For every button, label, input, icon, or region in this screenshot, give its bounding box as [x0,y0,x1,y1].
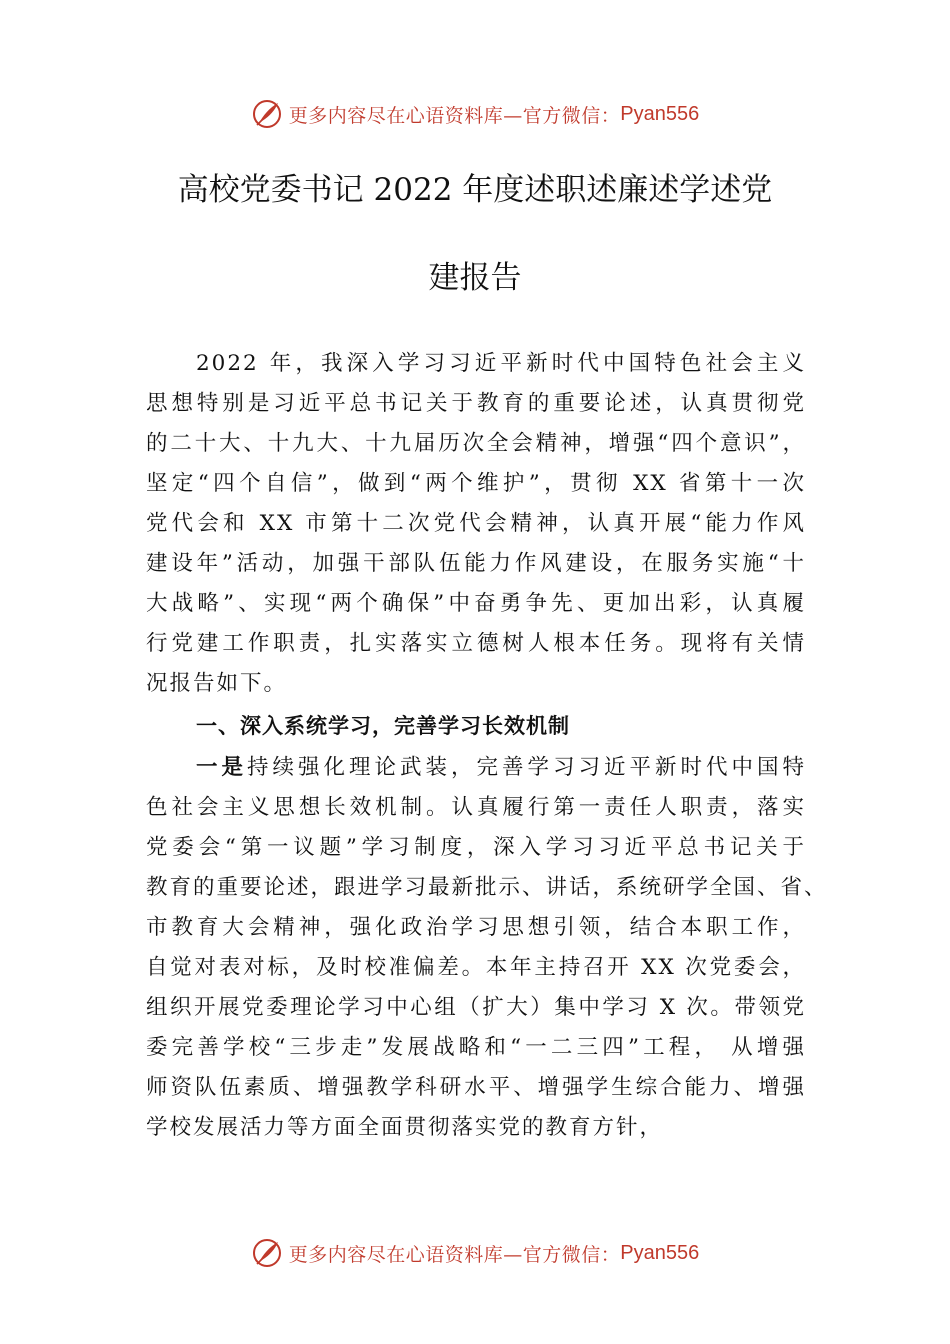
paragraph-lead: 一是 [196,755,247,780]
section-line: 委完善学校“三步走”发展战略和“一二三四”工程， 从增强 [146,1035,806,1060]
intro-line: 思想特别是习近平总书记关于教育的重要论述，认真贯彻党 [146,391,806,416]
section-heading: 一、深入系统学习，完善学习长效机制 [196,714,570,738]
paragraph-first-line-text: 持续强化理论武装，完善学习习近平新时代中国特 [247,755,806,780]
watermark-wechat-id: Pyan556 [620,102,700,125]
intro-line: 坚定“四个自信”，做到“两个维护”，贯彻 XX 省第十一次 [146,471,806,496]
feather-pen-logo-icon [251,98,283,130]
watermark-wechat-id: Pyan556 [620,1241,700,1264]
section-line: 教育的重要论述，跟进学习最新批示、讲话，系统研学全国、省、 [146,875,828,900]
section-first-line [196,748,806,788]
section-line: 色社会主义思想长效机制。认真履行第一责任人职责，落实 [146,795,806,820]
section-line: 师资队伍素质、增强教学科研水平、增强学生综合能力、增强 [146,1075,806,1100]
section-line: 组织开展党委理论学习中心组（扩大）集中学习 X 次。带领党 [146,995,806,1020]
section-line: 自觉对表对标，及时校准偏差。本年主持召开 XX 次党委会， [146,955,806,980]
section-line: 党委会“第一议题”学习制度，深入学习习近平总书记关于 [146,835,806,860]
watermark-text: 更多内容尽在心语资料库—官方微信： [288,104,621,127]
watermark-text: 更多内容尽在心语资料库—官方微信： [288,1243,621,1266]
document-title-line-1: 高校党委书记 2022 年度述职述廉述学述党 [177,172,773,208]
intro-line: 大战略”、实现“两个确保”中奋勇争先、更加出彩，认真履 [146,591,806,616]
intro-line: 的二十大、十九大、十九届历次全会精神，增强“四个意识”， [146,431,806,456]
intro-line: 党代会和 XX 市第十二次党代会精神，认真开展“能力作风 [146,511,806,536]
watermark-footer [0,1235,950,1271]
intro-line: 况报告如下。 [146,671,288,696]
intro-line: 2022 年，我深入学习习近平新时代中国特色社会主义 [196,351,806,376]
watermark-header [0,96,950,132]
section-line: 市教育大会精神，强化政治学习思想引领，结合本职工作， [146,915,806,940]
feather-pen-logo-icon [251,1237,283,1269]
document-title-line-2: 建报告 [428,260,522,296]
intro-line: 行党建工作职责，扎实落实立德树人根本任务。现将有关情 [146,631,806,656]
section-line: 学校发展活力等方面全面贯彻落实党的教育方针， [146,1115,664,1140]
intro-line: 建设年”活动，加强干部队伍能力作风建设，在服务实施“十 [146,551,806,576]
